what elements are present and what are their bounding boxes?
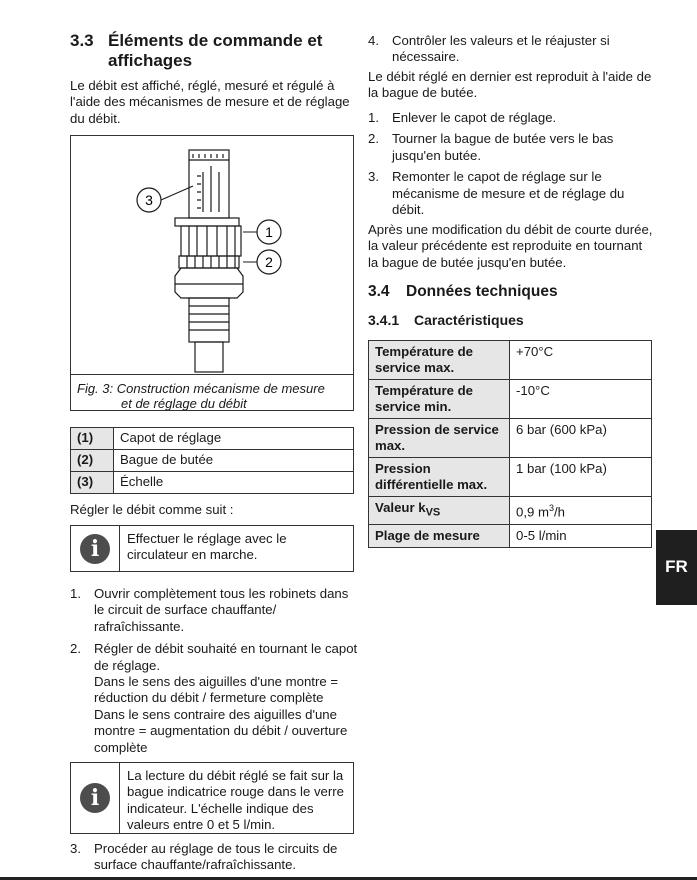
- step-subtext: Dans le sens des aiguilles d'une montre = réduction du débit / fermeture complète: [94, 674, 339, 706]
- callout-2: 2: [265, 254, 273, 270]
- list-item: [70, 641, 360, 756]
- list-item: [368, 33, 653, 66]
- steps-list-left: [70, 586, 360, 761]
- table-row: [369, 497, 652, 525]
- step-text: Contrôler les valeurs et le réajuster si nécessaire.: [392, 33, 610, 65]
- language-tab: FR: [656, 530, 697, 605]
- steps-list-right-top: [368, 33, 653, 71]
- parts-legend-table: [70, 427, 354, 494]
- figure-box: [70, 135, 354, 411]
- tech-value: 6 bar (600 kPa): [510, 419, 652, 458]
- step-number: 3.: [368, 169, 379, 185]
- kvs-label: Valeur k: [375, 500, 426, 515]
- part-label: Échelle: [114, 472, 354, 494]
- step-text: Régler de débit souhaité en tournant le capot de réglage.: [94, 641, 358, 673]
- stop-ring: [179, 256, 239, 268]
- intro-paragraph: Le débit est affiché, réglé, mesuré et régulé à l'aide des mécanismes de mesure et de réglage du débit.: [70, 78, 350, 126]
- tech-key: Plage de mesure: [369, 524, 510, 547]
- info-note-2: [70, 762, 354, 834]
- step-text: Ouvrir complètement tous les robinets dans le circuit de surface chauffante/ rafraîchissante.: [94, 586, 349, 634]
- step-number: 3.: [70, 841, 81, 856]
- section-title-line2: affichages: [108, 51, 193, 70]
- tech-value: [510, 497, 652, 525]
- table-row: [71, 472, 354, 494]
- steps-list-left-continued: [70, 841, 360, 879]
- tech-value: 1 bar (100 kPa): [510, 458, 652, 497]
- list-item: [368, 131, 653, 164]
- callouts: [137, 188, 281, 274]
- section-341-label: Caractéristiques: [414, 312, 524, 328]
- step-text: Procéder au réglage de tous le circuits de surface chauffante/rafraîchissante.: [94, 841, 338, 873]
- callout-3: 3: [145, 192, 153, 208]
- section-title: [70, 31, 360, 71]
- tech-key: Température de service max.: [369, 341, 510, 380]
- callout-1: 1: [265, 224, 273, 240]
- kvs-value-exponent: 3: [548, 503, 554, 513]
- adjustment-cap: [181, 226, 241, 256]
- step-number: 1.: [368, 110, 379, 125]
- section-title-line1: Éléments de commande et: [108, 31, 323, 50]
- table-row: [369, 419, 652, 458]
- section-341-number: 3.4.1: [368, 312, 400, 328]
- info-icon: i: [80, 783, 110, 813]
- table-row: [71, 450, 354, 472]
- step-subtext: Dans le sens contraire des aiguilles d'une montre = augmentation du débit / ouverture complète: [94, 706, 348, 755]
- step-text: Remonter le capot de réglage sur le mécanisme de mesure et de réglage du débit.: [392, 169, 625, 218]
- step-number: 4.: [368, 33, 379, 48]
- part-label: Capot de réglage: [114, 428, 354, 450]
- list-item: [368, 169, 653, 218]
- info-icon-cell: [71, 763, 120, 833]
- tech-value: +70°C: [510, 341, 652, 380]
- info-icon-cell: [71, 526, 120, 571]
- tech-key: Pression différentielle max.: [369, 458, 510, 497]
- section-number: 3.3: [70, 31, 94, 50]
- table-row: [369, 524, 652, 547]
- figure-caption: [71, 374, 353, 410]
- table-row: [369, 380, 652, 419]
- section-34-number: 3.4: [368, 283, 390, 300]
- apres-paragraph: Après une modification du débit de courte durée, la valeur précédente est reproduite en tournant la bague de butée jusqu'en butée.: [368, 222, 653, 270]
- figure-caption-line2: et de réglage du débit: [121, 396, 247, 411]
- info-icon: i: [80, 534, 110, 564]
- tech-data-table: [368, 340, 652, 548]
- part-key: (1): [71, 428, 114, 450]
- step-text: Tourner la bague de butée vers le bas jusqu'en butée.: [392, 131, 614, 163]
- steps-list-right: [368, 110, 653, 223]
- info-note-1: [70, 525, 354, 572]
- kvs-subscript: VS: [425, 506, 441, 519]
- step-number: 2.: [70, 641, 81, 657]
- section-34-title: [368, 283, 558, 301]
- info-note-text: Effectuer le réglage avec le circulateur en marche.: [127, 531, 287, 563]
- part-key: (3): [71, 472, 114, 494]
- kvs-value: 0,9 m: [516, 504, 549, 520]
- tech-value: -10°C: [510, 380, 652, 419]
- section-34-label: Données techniques: [406, 283, 558, 300]
- figure-caption-line1: Fig. 3: Construction mécanisme de mesure: [77, 381, 325, 396]
- info-note-text: La lecture du débit réglé se fait sur la bague indicatrice rouge dans le verre indicateur. L'échelle indique des valeurs entre 0 et 5 l/min.: [127, 768, 344, 833]
- step-text: Enlever le capot de réglage.: [392, 110, 557, 125]
- regler-intro: Régler le débit comme suit :: [70, 502, 234, 517]
- valve-drawing: [71, 136, 353, 374]
- tech-key: [369, 497, 510, 525]
- tech-key: Température de service min.: [369, 380, 510, 419]
- table-row: [369, 341, 652, 380]
- kvs-value-unit: /h: [554, 504, 565, 520]
- step-number: 1.: [70, 586, 81, 601]
- part-label: Bague de butée: [114, 450, 354, 472]
- list-item: [368, 110, 653, 126]
- step-number: 2.: [368, 131, 379, 147]
- tech-value: 0-5 l/min: [510, 524, 652, 547]
- list-item: [70, 586, 360, 635]
- reproduit-paragraph: Le débit réglé en dernier est reproduit à l'aide de la bague de butée.: [368, 69, 652, 101]
- section-341-title: [368, 312, 524, 329]
- part-key: (2): [71, 450, 114, 472]
- tech-key: Pression de service max.: [369, 419, 510, 458]
- table-row: [369, 458, 652, 497]
- table-row: [71, 428, 354, 450]
- list-item: [70, 841, 360, 874]
